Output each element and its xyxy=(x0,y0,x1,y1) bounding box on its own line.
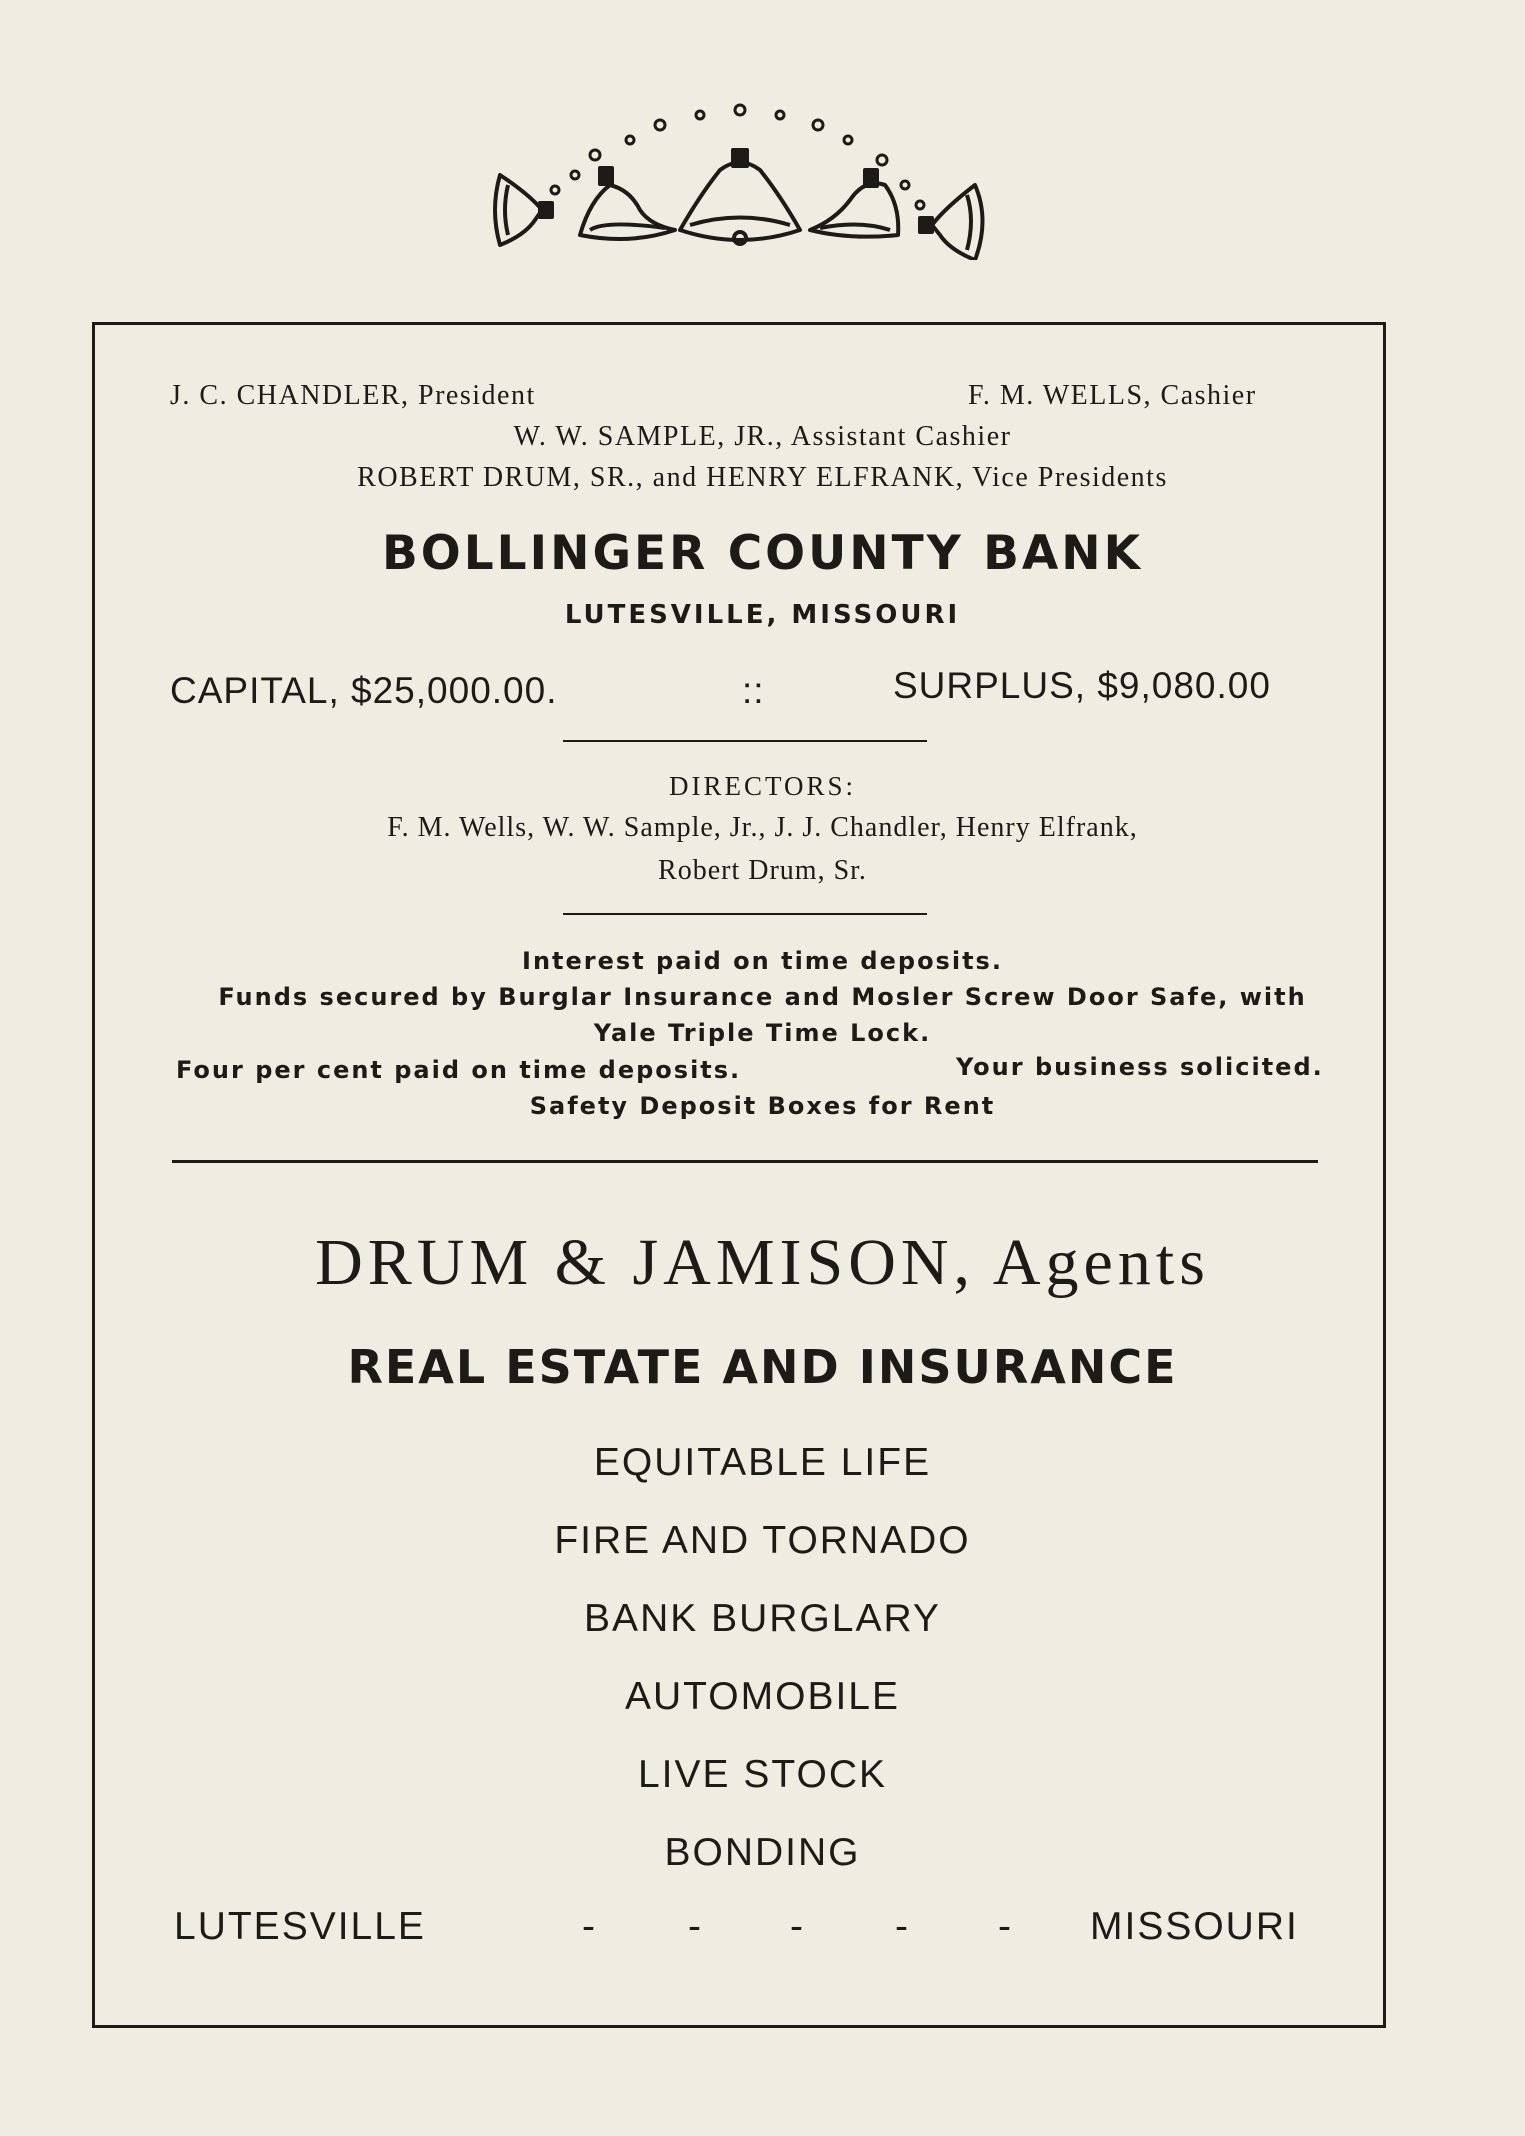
footer-state: MISSOURI xyxy=(1090,1905,1299,1948)
agency-subtitle: REAL ESTATE AND INSURANCE xyxy=(347,1340,1178,1394)
agency-line-bank-burglary: BANK BURGLARY xyxy=(584,1597,941,1640)
footer-dash: - xyxy=(688,1905,701,1948)
bank-capital: CAPITAL, $25,000.00. xyxy=(170,670,558,711)
notice-line-2: Funds secured by Burglar Insurance and Mosler Screw Door Safe, with xyxy=(218,983,1307,1011)
notice-line-3: Yale Triple Time Lock. xyxy=(593,1019,932,1047)
divider-rule xyxy=(563,913,927,915)
section-divider-rule xyxy=(172,1160,1318,1163)
bells-ornament-icon xyxy=(480,60,1000,260)
footer-dash: - xyxy=(582,1905,595,1948)
notice-line-1: Interest paid on time deposits. xyxy=(522,947,1003,975)
agency-line-automobile: AUTOMOBILE xyxy=(624,1675,900,1718)
officer-president: J. C. CHANDLER, President xyxy=(170,380,536,411)
bank-name: BOLLINGER COUNTY BANK xyxy=(381,526,1144,581)
notice-line-4-left: Four per cent paid on time deposits. xyxy=(176,1056,742,1084)
agency-line-fire-tornado: FIRE AND TORNADO xyxy=(554,1519,971,1562)
bank-separator: :: xyxy=(742,670,765,711)
agency-line-equitable-life: EQUITABLE LIFE xyxy=(593,1441,932,1484)
directors-label: DIRECTORS: xyxy=(668,771,857,801)
officer-cashier: F. M. WELLS, Cashier xyxy=(968,380,1257,411)
agency-line-live-stock: LIVE STOCK xyxy=(637,1753,888,1796)
agency-line-bonding: BONDING xyxy=(664,1831,861,1874)
footer-city: LUTESVILLE xyxy=(174,1905,426,1948)
officer-assistant-cashier: W. W. SAMPLE, JR., Assistant Cashier xyxy=(513,421,1012,452)
footer-dash: - xyxy=(895,1905,908,1948)
bank-surplus: SURPLUS, $9,080.00 xyxy=(893,665,1271,706)
directors-line-2: Robert Drum, Sr. xyxy=(658,855,867,886)
footer-dash: - xyxy=(998,1905,1011,1948)
agency-name: DRUM & JAMISON, Agents xyxy=(315,1226,1210,1299)
officer-vice-presidents: ROBERT DRUM, SR., and HENRY ELFRANK, Vice Presidents xyxy=(357,462,1168,493)
directors-line-1: F. M. Wells, W. W. Sample, Jr., J. J. Chandler, Henry Elfrank, xyxy=(387,812,1138,843)
notice-line-5: Safety Deposit Boxes for Rent xyxy=(529,1092,996,1120)
bank-location: LUTESVILLE, MISSOURI xyxy=(564,600,961,630)
footer-dash: - xyxy=(790,1905,803,1948)
notice-line-4-right: Your business solicited. xyxy=(956,1053,1324,1081)
divider-rule xyxy=(563,740,927,742)
